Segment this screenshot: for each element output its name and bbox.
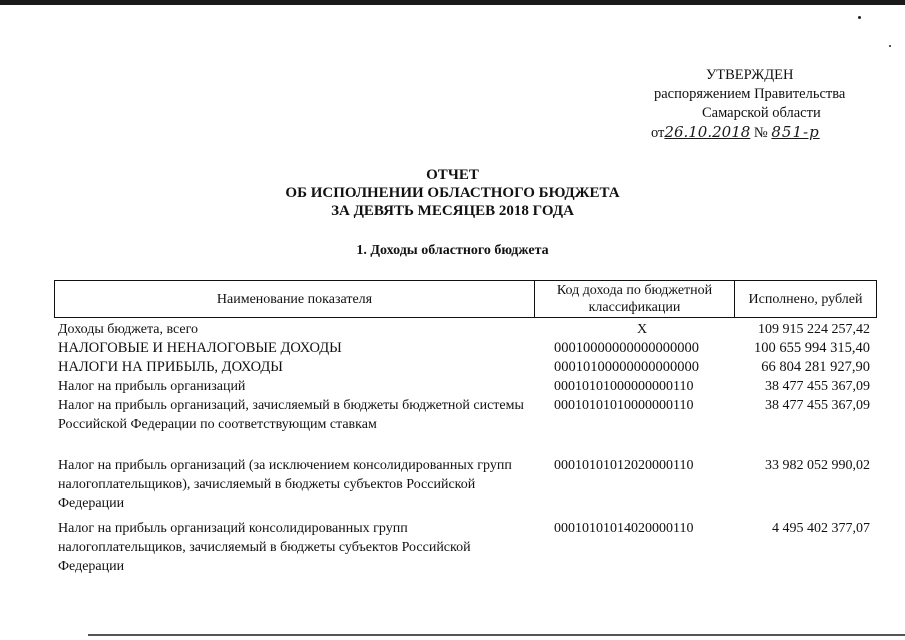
row-name: НАЛОГОВЫЕ И НЕНАЛОГОВЫЕ ДОХОДЫ <box>58 340 342 356</box>
row-code: 00010101000000000110 <box>554 379 694 394</box>
row-executed: 109 915 224 257,42 <box>758 322 870 337</box>
row-code: 00010101010000000110 <box>554 398 694 413</box>
top-scan-border <box>0 0 905 5</box>
scan-speck <box>889 45 891 47</box>
table-row <box>58 339 878 358</box>
approval-region: Самарской области <box>702 105 821 121</box>
row-code: X <box>636 322 648 337</box>
table-row <box>58 358 878 377</box>
row-executed: 100 655 994 315,40 <box>754 340 870 356</box>
report-period: ЗА ДЕВЯТЬ МЕСЯЦЕВ 2018 ГОДА <box>331 203 574 219</box>
row-executed: 38 477 455 367,09 <box>765 398 870 413</box>
row-name: Налог на прибыль организаций (за исключением консолидированных групп налогоплательщиков), зачисляемый в бюджеты субъектов Российской Федерации <box>58 458 512 511</box>
row-name: НАЛОГИ НА ПРИБЫЛЬ, ДОХОДЫ <box>58 359 283 375</box>
table-row <box>58 519 878 576</box>
approval-heading: УТВЕРЖДЕН <box>706 67 794 83</box>
table-row <box>58 377 878 396</box>
handwritten-date: 26.10.2018 <box>664 123 751 141</box>
approval-decree: распоряжением Правительства <box>654 86 846 102</box>
section-title: 1. Доходы областного бюджета <box>356 243 549 258</box>
row-executed: 33 982 052 990,02 <box>765 458 870 473</box>
table-row <box>58 396 878 456</box>
row-name: Налог на прибыль организаций консолидированных групп налогоплательщиков, зачисляемый в бюджеты субъектов Российской Федерации <box>58 521 471 574</box>
header-code: Код дохода по бюджетной классификации <box>535 281 735 317</box>
row-executed: 4 495 402 377,07 <box>772 521 870 536</box>
header-executed: Исполнено, рублей <box>748 291 863 307</box>
row-code: 00010101012020000110 <box>554 458 694 473</box>
handwritten-number: 851-р <box>771 123 820 141</box>
bottom-scan-border <box>88 634 905 636</box>
date-prefix: от <box>651 125 665 141</box>
row-code: 00010000000000000000 <box>554 340 699 356</box>
scan-speck <box>858 16 861 19</box>
row-executed: 38 477 455 367,09 <box>765 379 870 394</box>
table-header <box>54 280 877 318</box>
row-code: 00010101014020000110 <box>554 521 694 536</box>
table-row <box>58 320 878 339</box>
row-name: Налог на прибыль организаций <box>58 379 246 394</box>
number-prefix: № <box>753 125 768 141</box>
header-name: Наименование показателя <box>55 281 535 317</box>
report-title: ОТЧЕТ <box>426 167 479 183</box>
approval-block <box>620 66 880 145</box>
approval-date-number <box>620 123 880 145</box>
row-name: Доходы бюджета, всего <box>58 322 199 337</box>
income-table-body <box>58 320 878 576</box>
row-code: 00010100000000000000 <box>554 359 699 375</box>
table-row <box>58 456 878 519</box>
report-subtitle: ОБ ИСПОЛНЕНИИ ОБЛАСТНОГО БЮДЖЕТА <box>285 185 620 201</box>
row-executed: 66 804 281 927,90 <box>761 359 870 375</box>
row-name: Налог на прибыль организаций, зачисляемый в бюджеты бюджетной системы Российской Федерации по соответствующим ставкам <box>58 398 524 432</box>
